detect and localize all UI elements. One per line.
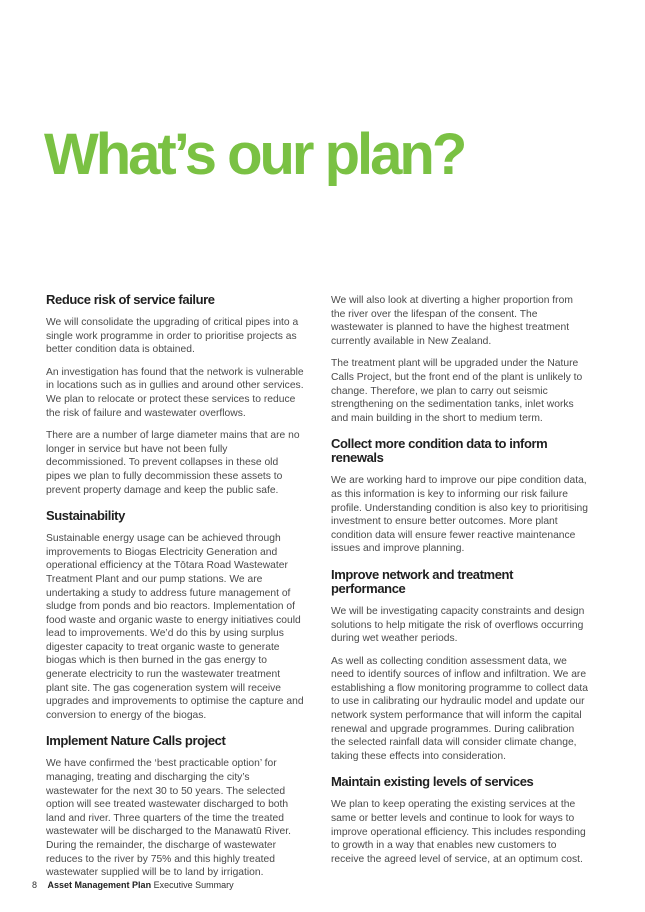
paragraph: We have confirmed the ‘best practicable option’ for managing, treating and discharging the city’s wastewater for the next 30 to 50 years. The selected option will see treated wastewater discharged to both land and river. Three quarters of the time the treated wastewater will be discharged to the Manawatū River. During the remainder, the discharge of wastewater reduces to the river by 75% and this highly treated wastewater supplied will be to land by irrigation. <box>46 758 291 879</box>
footer-document-title: Asset Management Plan <box>47 880 152 890</box>
section-heading-network-performance: Improve network and treatment performance <box>331 566 513 596</box>
paragraph: An investigation has found that the network is vulnerable in locations such as in gullies and around other services. We plan to relocate or protect these services to reduce the risk of failure and wastewater overflows. <box>46 366 304 419</box>
section-heading-reduce-risk: Reduce risk of service failure <box>46 292 215 307</box>
page-title: What’s our plan? <box>44 122 465 187</box>
section-heading-sustainability: Sustainability <box>46 508 125 524</box>
paragraph: We will be investigating capacity constraints and design solutions to help mitigate the risk of overflows occurring during wet weather periods. <box>331 605 585 645</box>
page-footer <box>32 880 234 890</box>
paragraph: As well as collecting condition assessment data, we need to identify sources of inflow and infiltration. We are establishing a flow monitoring programme to collect data to use in calibrating our hydraulic model and update our network system performance that will inform the capital renewal and upgrade programmes. During calibration the selected rainfall data will consider climate change, taking these effects into consideration. <box>331 655 588 762</box>
paragraph: We will consolidate the upgrading of critical pipes into a single work programme in order to prioritise projects as better condition data is obtained. <box>46 317 299 356</box>
section-heading-condition-data: Collect more condition data to inform renewals <box>331 436 548 466</box>
paragraph: We plan to keep operating the existing services at the same or better levels and continue to look for ways to improve operational efficiency. This includes responding to growth in a way that enables new customers to receive the agreed level of service, at an optimum cost. <box>331 799 586 865</box>
paragraph: We will also look at diverting a higher proportion from the river over the lifespan of the consent. The wastewater is planned to have the highest treatment currently available in New Zealand. <box>331 295 573 347</box>
section-heading-nature-calls: Implement Nature Calls project <box>46 733 226 749</box>
page-number: 8 <box>32 880 38 890</box>
section-heading-levels-of-service: Maintain existing levels of services <box>331 774 534 790</box>
footer-document-subtitle: Executive Summary <box>153 880 234 890</box>
left-column <box>46 293 304 889</box>
right-column <box>331 294 589 875</box>
paragraph: Sustainable energy usage can be achieved through improvements to Biogas Electricity Generation and operational efficiency at the Tōtara Road Wastewater Treatment Plant and our pump stations. We are undertaking a study to address future management of sludge from ponds and bio reactors. Implementation of food waste and organic waste to energy initiatives could lead to improvements. We’d do this by using surplus digester capacity to treat organic waste to generate biogas which is then burned in the gas energy to generate electricity to run the wastewater treatment plant site. The gas cogeneration system will receive upgrades and improvements to optimise the capture and conversion to energy of the biogas. <box>46 533 304 721</box>
paragraph: We are working hard to improve our pipe condition data, as this information is key to informing our risk failure profile. Understanding condition is also key to prioritising investment to ensure better outcomes. More plant condition data will ensure fewer reactive maintenance issues and improve planning. <box>331 475 588 555</box>
paragraph: The treatment plant will be upgraded under the Nature Calls Project, but the front end of the plant is unlikely to change. Therefore, we plan to carry out seismic strengthening on the sedimentation tanks, inlet works and main building in the short to medium term. <box>331 358 583 424</box>
paragraph: There are a number of large diameter mains that are no longer in service but have not been fully decommissioned. To prevent collapses in these old pipes we plan to fully decommission these assets to prevent property damage and keep the public safe. <box>46 430 300 496</box>
